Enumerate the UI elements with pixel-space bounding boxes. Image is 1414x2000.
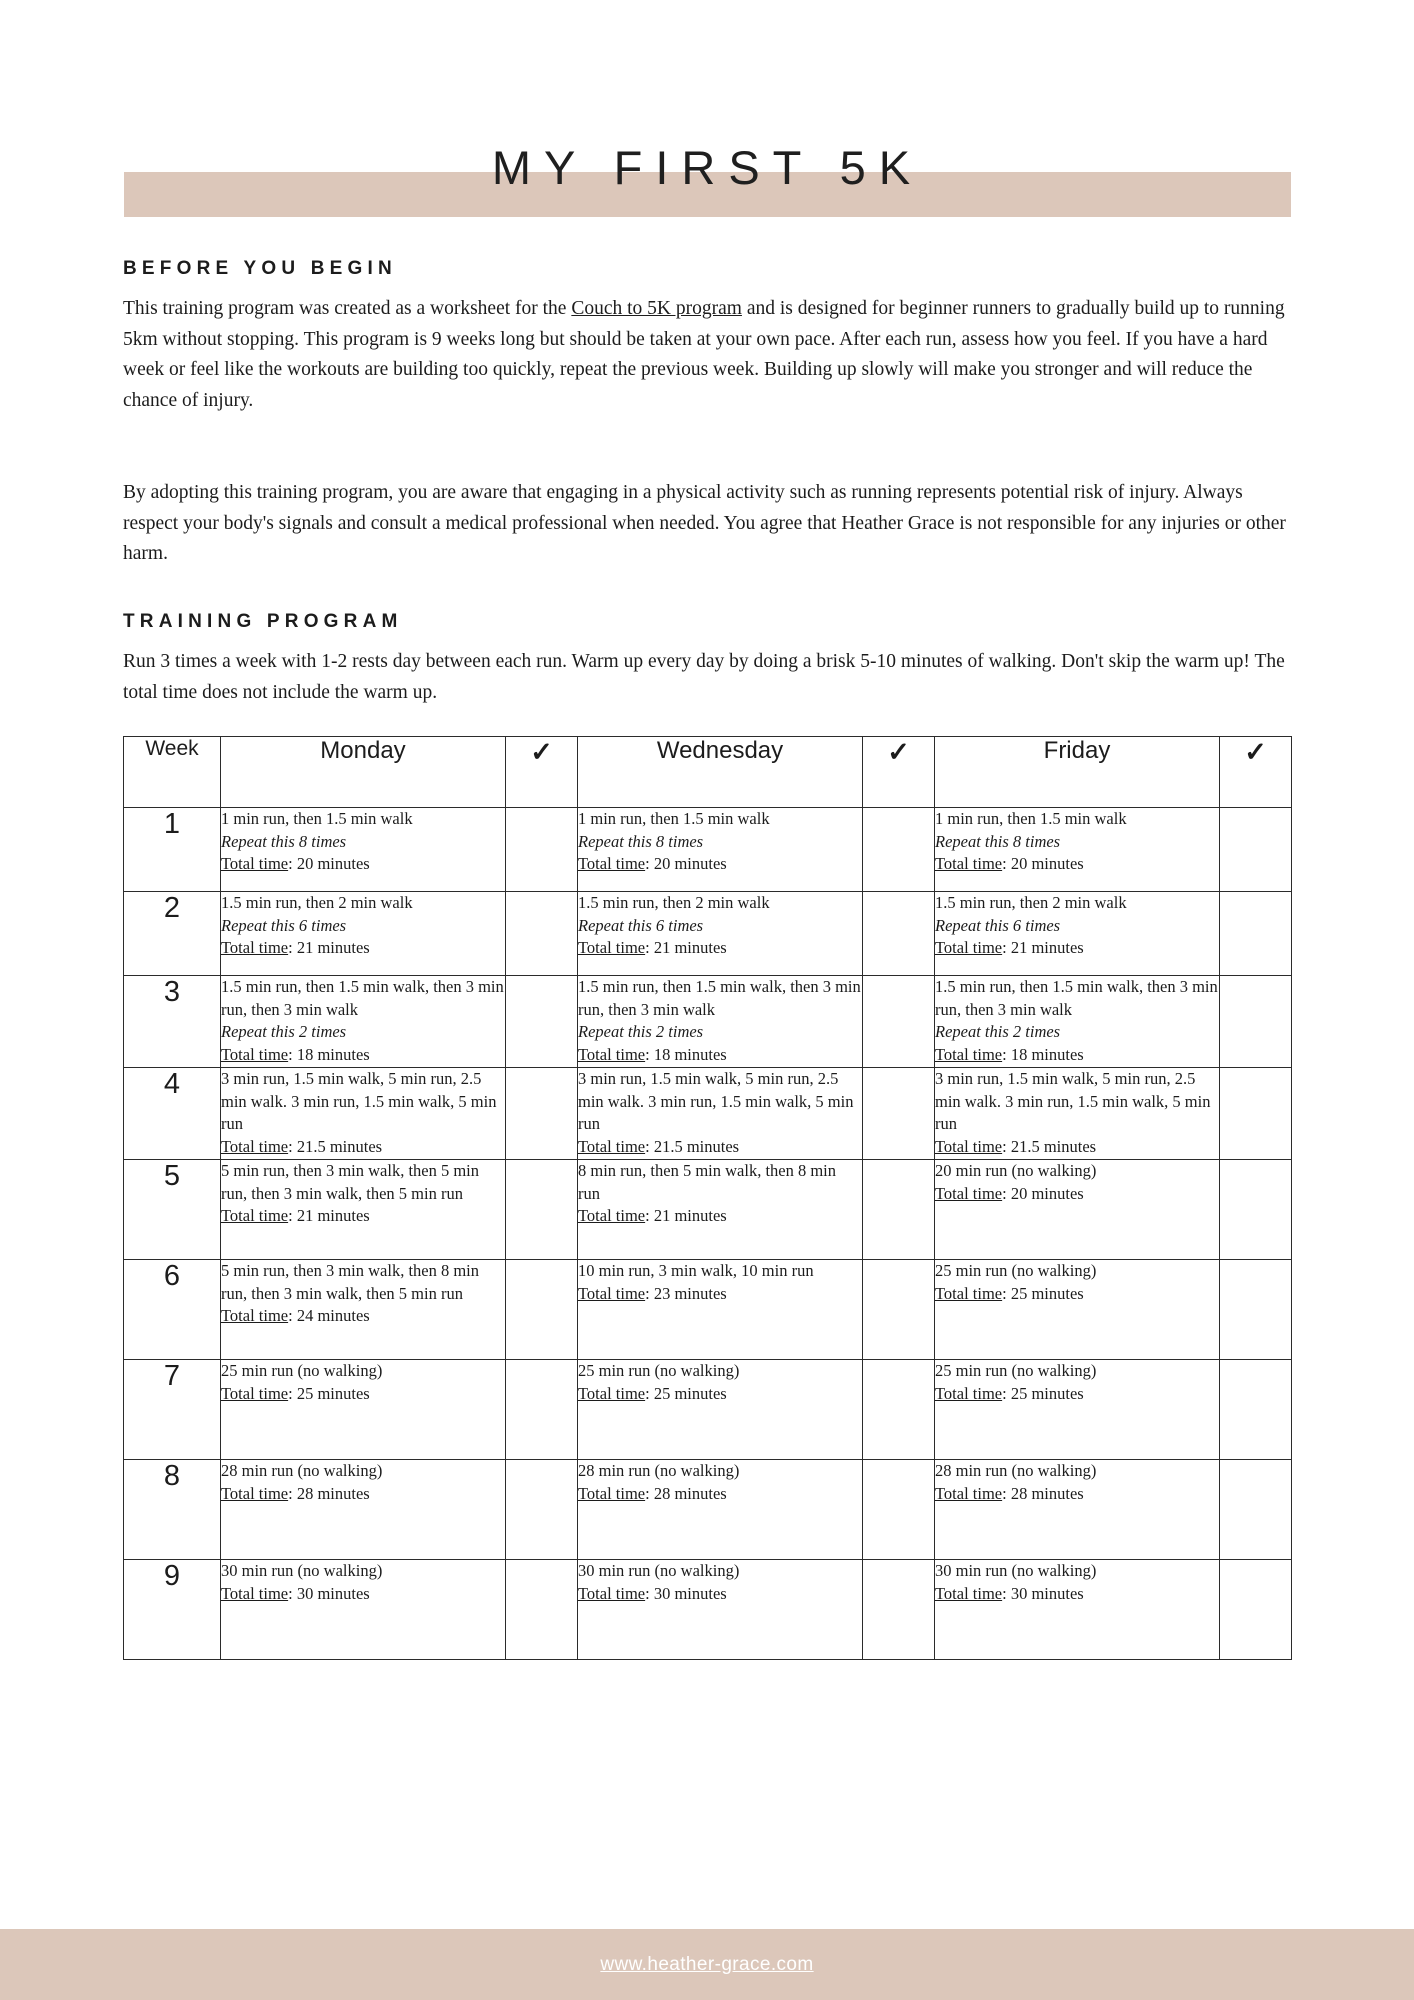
- checkbox-cell-monday[interactable]: [506, 1560, 578, 1660]
- checkbox-cell-friday[interactable]: [1220, 808, 1292, 892]
- total-time-value: : 30 minutes: [288, 1583, 370, 1603]
- workout-description: 25 min run (no walking): [578, 1361, 740, 1380]
- workout-cell-friday: [935, 1160, 1220, 1260]
- table-row: [124, 1360, 1292, 1460]
- workout-total-time: [578, 937, 862, 960]
- training-program-table: [123, 736, 1292, 1660]
- workout-description: 1 min run, then 1.5 min walk: [578, 809, 770, 828]
- workout-repeat: Repeat this 6 times: [221, 915, 347, 935]
- checkbox-cell-friday[interactable]: [1220, 976, 1292, 1068]
- workout-total-time: [935, 1183, 1219, 1206]
- checkbox-cell-wednesday[interactable]: [863, 1068, 935, 1160]
- workout-cell-wednesday: [578, 1068, 863, 1160]
- total-time-label: Total time: [578, 1283, 646, 1303]
- workout-cell-friday: [935, 892, 1220, 976]
- workout-total-time: [221, 937, 505, 960]
- section-heading-training-program: TRAINING PROGRAM: [123, 611, 403, 632]
- workout-total-time: [935, 1283, 1219, 1306]
- table-row: [124, 1160, 1292, 1260]
- total-time-label: Total time: [221, 1136, 289, 1156]
- table-row: [124, 1460, 1292, 1560]
- training-program-table-wrap: [123, 736, 1291, 1660]
- workout-total-time: [578, 1044, 862, 1067]
- total-time-value: : 28 minutes: [1002, 1483, 1084, 1503]
- section-heading-before-you-begin: BEFORE YOU BEGIN: [123, 258, 397, 279]
- workout-cell-friday: [935, 1360, 1220, 1460]
- workout-cell-monday: [221, 976, 506, 1068]
- total-time-value: : 24 minutes: [288, 1306, 370, 1325]
- total-time-value: : 21.5 minutes: [645, 1136, 740, 1156]
- workout-cell-monday: [221, 1068, 506, 1160]
- workout-cell-friday: [935, 1460, 1220, 1560]
- workout-cell-friday: [935, 1560, 1220, 1660]
- workout-total-time: [221, 1136, 505, 1159]
- workout-total-time: [578, 1205, 862, 1228]
- workout-total-time: [221, 1383, 505, 1406]
- footer-website-link[interactable]: www.heather-grace.com: [600, 1954, 814, 1975]
- workout-total-time: [935, 1383, 1219, 1406]
- workout-description: 5 min run, then 3 min walk, then 5 min run, then 3 min walk, then 5 min run: [221, 1161, 480, 1203]
- workout-total-time: [935, 937, 1219, 960]
- workout-total-time: [221, 1305, 505, 1328]
- week-number-cell: 5: [124, 1160, 221, 1260]
- workout-cell-friday: [935, 1068, 1220, 1160]
- total-time-value: : 21.5 minutes: [1002, 1136, 1097, 1156]
- workout-total-time: [935, 1136, 1219, 1159]
- checkbox-cell-friday[interactable]: [1220, 1360, 1292, 1460]
- workout-cell-friday: [935, 1260, 1220, 1360]
- workout-repeat: Repeat this 6 times: [578, 915, 704, 935]
- workout-cell-monday: [221, 892, 506, 976]
- total-time-label: Total time: [578, 938, 646, 957]
- week-number-cell: 4: [124, 1068, 221, 1160]
- table-row: [124, 1260, 1292, 1360]
- workout-repeat: Repeat this 8 times: [935, 831, 1061, 851]
- workout-total-time: [935, 853, 1219, 876]
- workout-total-time: [221, 1044, 505, 1067]
- checkbox-cell-friday[interactable]: [1220, 1260, 1292, 1360]
- total-time-label: Total time: [221, 1306, 289, 1325]
- total-time-label: Total time: [935, 1483, 1003, 1503]
- workout-cell-monday: [221, 1160, 506, 1260]
- total-time-value: : 21.5 minutes: [288, 1136, 383, 1156]
- workout-description: 10 min run, 3 min walk, 10 min run: [578, 1261, 814, 1280]
- workout-total-time: [935, 1583, 1219, 1606]
- total-time-value: : 30 minutes: [645, 1583, 727, 1603]
- total-time-value: : 25 minutes: [1002, 1283, 1084, 1303]
- total-time-label: Total time: [935, 1136, 1003, 1156]
- workout-total-time: [221, 1583, 505, 1606]
- checkbox-cell-wednesday[interactable]: [863, 1260, 935, 1360]
- total-time-value: : 21 minutes: [288, 938, 370, 957]
- workout-description: 1.5 min run, then 2 min walk: [221, 893, 413, 912]
- total-time-label: Total time: [578, 1583, 646, 1603]
- total-time-value: : 20 minutes: [288, 854, 370, 873]
- couch-to-5k-link[interactable]: Couch to 5K program: [571, 298, 742, 319]
- total-time-label: Total time: [221, 1206, 289, 1225]
- table-body: [124, 808, 1292, 1660]
- checkbox-cell-wednesday[interactable]: [863, 976, 935, 1068]
- week-number-cell: 9: [124, 1560, 221, 1660]
- checkbox-cell-monday[interactable]: [506, 976, 578, 1068]
- total-time-value: : 20 minutes: [645, 854, 727, 873]
- total-time-value: : 20 minutes: [1002, 1183, 1084, 1203]
- workout-cell-monday: [221, 1560, 506, 1660]
- total-time-value: : 30 minutes: [1002, 1583, 1084, 1603]
- workout-repeat: Repeat this 2 times: [221, 1022, 347, 1041]
- workout-description: 3 min run, 1.5 min walk, 5 min run, 2.5 min walk. 3 min run, 1.5 min walk, 5 min run: [578, 1069, 854, 1133]
- workout-repeat: Repeat this 6 times: [935, 915, 1061, 935]
- total-time-value: : 18 minutes: [288, 1044, 370, 1064]
- total-time-value: : 21 minutes: [645, 938, 727, 957]
- total-time-label: Total time: [935, 1044, 1003, 1064]
- workout-total-time: [221, 1205, 505, 1228]
- workout-description: 5 min run, then 3 min walk, then 8 min run, then 3 min walk, then 5 min run: [221, 1261, 480, 1303]
- workout-cell-friday: [935, 808, 1220, 892]
- workout-description: 1.5 min run, then 2 min walk: [578, 893, 770, 912]
- checkbox-cell-wednesday[interactable]: [863, 1360, 935, 1460]
- total-time-value: : 25 minutes: [645, 1383, 727, 1403]
- workout-description: 3 min run, 1.5 min walk, 5 min run, 2.5 min walk. 3 min run, 1.5 min walk, 5 min run: [935, 1069, 1211, 1133]
- workout-cell-friday: [935, 976, 1220, 1068]
- workout-cell-wednesday: [578, 1260, 863, 1360]
- total-time-value: : 25 minutes: [1002, 1383, 1084, 1403]
- total-time-label: Total time: [221, 854, 289, 873]
- workout-cell-wednesday: [578, 892, 863, 976]
- workout-total-time: [578, 1283, 862, 1306]
- column-header-week: Week: [124, 737, 221, 808]
- total-time-label: Total time: [221, 938, 289, 957]
- workout-cell-wednesday: [578, 808, 863, 892]
- week-number-cell: 2: [124, 892, 221, 976]
- table-row: [124, 976, 1292, 1068]
- table-header: [124, 737, 1292, 808]
- workout-total-time: [935, 1483, 1219, 1506]
- page-title: MY FIRST 5K: [491, 141, 924, 194]
- checkbox-cell-wednesday[interactable]: [863, 1460, 935, 1560]
- workout-description: 30 min run (no walking): [578, 1561, 740, 1580]
- total-time-label: Total time: [578, 854, 646, 873]
- workout-repeat: Repeat this 8 times: [578, 831, 704, 851]
- workout-cell-wednesday: [578, 1360, 863, 1460]
- table-row: [124, 1068, 1292, 1160]
- week-number-cell: 1: [124, 808, 221, 892]
- checkbox-cell-monday[interactable]: [506, 1068, 578, 1160]
- checkbox-cell-friday[interactable]: [1220, 892, 1292, 976]
- workout-description: 30 min run (no walking): [221, 1561, 383, 1580]
- workout-description: 28 min run (no walking): [935, 1461, 1097, 1480]
- workout-total-time: [578, 1483, 862, 1506]
- total-time-label: Total time: [935, 1183, 1003, 1203]
- total-time-value: : 18 minutes: [645, 1044, 727, 1064]
- paragraph-1-text-part-2: and is designed for beginner runners to gradually build up to running 5km without stopping. This program is 9 weeks long but should be taken at your own pace. After each run, assess how you feel. If you have a hard week or feel like the workouts are building too quickly, repeat the previous week. Building up slowly will make you stronger and will reduce the chance of injury.: [123, 298, 1285, 411]
- workout-description: 1 min run, then 1.5 min walk: [935, 809, 1127, 828]
- workout-cell-monday: [221, 1460, 506, 1560]
- column-header-monday: Monday: [221, 737, 506, 808]
- workout-total-time: [221, 853, 505, 876]
- workout-description: 28 min run (no walking): [221, 1461, 383, 1480]
- paragraph-1-text-part-1: This training program was created as a worksheet for the: [123, 298, 572, 319]
- checkbox-cell-wednesday[interactable]: [863, 1160, 935, 1260]
- workout-description: 25 min run (no walking): [935, 1261, 1097, 1280]
- checkbox-cell-friday[interactable]: [1220, 1160, 1292, 1260]
- total-time-value: : 20 minutes: [1002, 854, 1084, 873]
- workout-description: 3 min run, 1.5 min walk, 5 min run, 2.5 min walk. 3 min run, 1.5 min walk, 5 min run: [221, 1069, 497, 1133]
- week-number-cell: 8: [124, 1460, 221, 1560]
- workout-total-time: [578, 1383, 862, 1406]
- checkbox-cell-monday[interactable]: [506, 1260, 578, 1360]
- workout-cell-monday: [221, 1360, 506, 1460]
- total-time-value: : 18 minutes: [1002, 1044, 1084, 1064]
- training-program-intro: Run 3 times a week with 1-2 rests day between each run. Warm up every day by doing a brisk 5-10 minutes of walking. Don't skip the warm up! The total time does not include the warm up.: [123, 651, 1285, 703]
- checkbox-cell-monday[interactable]: [506, 1460, 578, 1560]
- total-time-label: Total time: [935, 1583, 1003, 1603]
- workout-description: 30 min run (no walking): [935, 1561, 1097, 1580]
- checkbox-cell-monday[interactable]: [506, 1160, 578, 1260]
- total-time-label: Total time: [935, 1383, 1003, 1403]
- check-icon-friday: ✓: [1220, 737, 1292, 808]
- total-time-value: : 21 minutes: [645, 1206, 727, 1225]
- total-time-value: : 28 minutes: [288, 1483, 370, 1503]
- workout-description: 1.5 min run, then 1.5 min walk, then 3 min run, then 3 min walk: [935, 977, 1218, 1019]
- total-time-label: Total time: [578, 1483, 646, 1503]
- workout-cell-wednesday: [578, 976, 863, 1068]
- column-header-friday: Friday: [935, 737, 1220, 808]
- total-time-label: Total time: [221, 1044, 289, 1064]
- total-time-value: : 21 minutes: [288, 1206, 370, 1225]
- workout-total-time: [578, 853, 862, 876]
- total-time-label: Total time: [578, 1044, 646, 1064]
- before-you-begin-paragraph-2: By adopting this training program, you are aware that engaging in a physical activity such as running represents potential risk of injury. Always respect your body's signals and consult a medical professional when needed. You agree that Heather Grace is not responsible for any injuries or other harm.: [123, 482, 1286, 564]
- check-icon-monday: ✓: [506, 737, 578, 808]
- workout-description: 25 min run (no walking): [221, 1361, 383, 1380]
- week-number-cell: 3: [124, 976, 221, 1068]
- workout-total-time: [935, 1044, 1219, 1067]
- workout-cell-wednesday: [578, 1560, 863, 1660]
- total-time-label: Total time: [221, 1583, 289, 1603]
- workout-cell-wednesday: [578, 1160, 863, 1260]
- total-time-label: Total time: [221, 1483, 289, 1503]
- workout-cell-wednesday: [578, 1460, 863, 1560]
- total-time-label: Total time: [578, 1383, 646, 1403]
- workout-total-time: [578, 1136, 862, 1159]
- checkbox-cell-monday[interactable]: [506, 892, 578, 976]
- checkbox-cell-friday[interactable]: [1220, 1560, 1292, 1660]
- workout-repeat: Repeat this 8 times: [221, 831, 347, 851]
- column-header-wednesday: Wednesday: [578, 737, 863, 808]
- checkbox-cell-monday[interactable]: [506, 808, 578, 892]
- total-time-value: : 25 minutes: [288, 1383, 370, 1403]
- workout-description: 1.5 min run, then 1.5 min walk, then 3 min run, then 3 min walk: [578, 977, 861, 1019]
- table-row: [124, 808, 1292, 892]
- checkbox-cell-wednesday[interactable]: [863, 892, 935, 976]
- workout-description: 20 min run (no walking): [935, 1161, 1097, 1180]
- checkbox-cell-wednesday[interactable]: [863, 1560, 935, 1660]
- workout-description: 1 min run, then 1.5 min walk: [221, 809, 413, 828]
- workout-description: 8 min run, then 5 min walk, then 8 min run: [578, 1161, 837, 1203]
- before-you-begin-paragraph-1: [123, 294, 1293, 416]
- checkbox-cell-friday[interactable]: [1220, 1068, 1292, 1160]
- workout-description: 28 min run (no walking): [578, 1461, 740, 1480]
- week-number-cell: 6: [124, 1260, 221, 1360]
- workout-cell-monday: [221, 1260, 506, 1360]
- workout-description: 1.5 min run, then 1.5 min walk, then 3 min run, then 3 min walk: [221, 977, 504, 1019]
- workout-total-time: [221, 1483, 505, 1506]
- total-time-label: Total time: [935, 938, 1003, 957]
- workout-repeat: Repeat this 2 times: [935, 1022, 1061, 1041]
- table-row: [124, 1560, 1292, 1660]
- check-icon-wednesday: ✓: [863, 737, 935, 808]
- total-time-label: Total time: [578, 1136, 646, 1156]
- total-time-label: Total time: [578, 1206, 646, 1225]
- total-time-value: : 28 minutes: [645, 1483, 727, 1503]
- total-time-label: Total time: [935, 854, 1003, 873]
- workout-repeat: Repeat this 2 times: [578, 1022, 704, 1041]
- week-number-cell: 7: [124, 1360, 221, 1460]
- total-time-value: : 23 minutes: [645, 1283, 727, 1303]
- table-header-row: [124, 737, 1292, 808]
- table-row: [124, 892, 1292, 976]
- workout-total-time: [578, 1583, 862, 1606]
- checkbox-cell-friday[interactable]: [1220, 1460, 1292, 1560]
- total-time-value: : 21 minutes: [1002, 938, 1084, 957]
- total-time-label: Total time: [935, 1283, 1003, 1303]
- workout-description: 25 min run (no walking): [935, 1361, 1097, 1380]
- checkbox-cell-wednesday[interactable]: [863, 808, 935, 892]
- workout-cell-monday: [221, 808, 506, 892]
- total-time-label: Total time: [221, 1383, 289, 1403]
- workout-description: 1.5 min run, then 2 min walk: [935, 893, 1127, 912]
- checkbox-cell-monday[interactable]: [506, 1360, 578, 1460]
